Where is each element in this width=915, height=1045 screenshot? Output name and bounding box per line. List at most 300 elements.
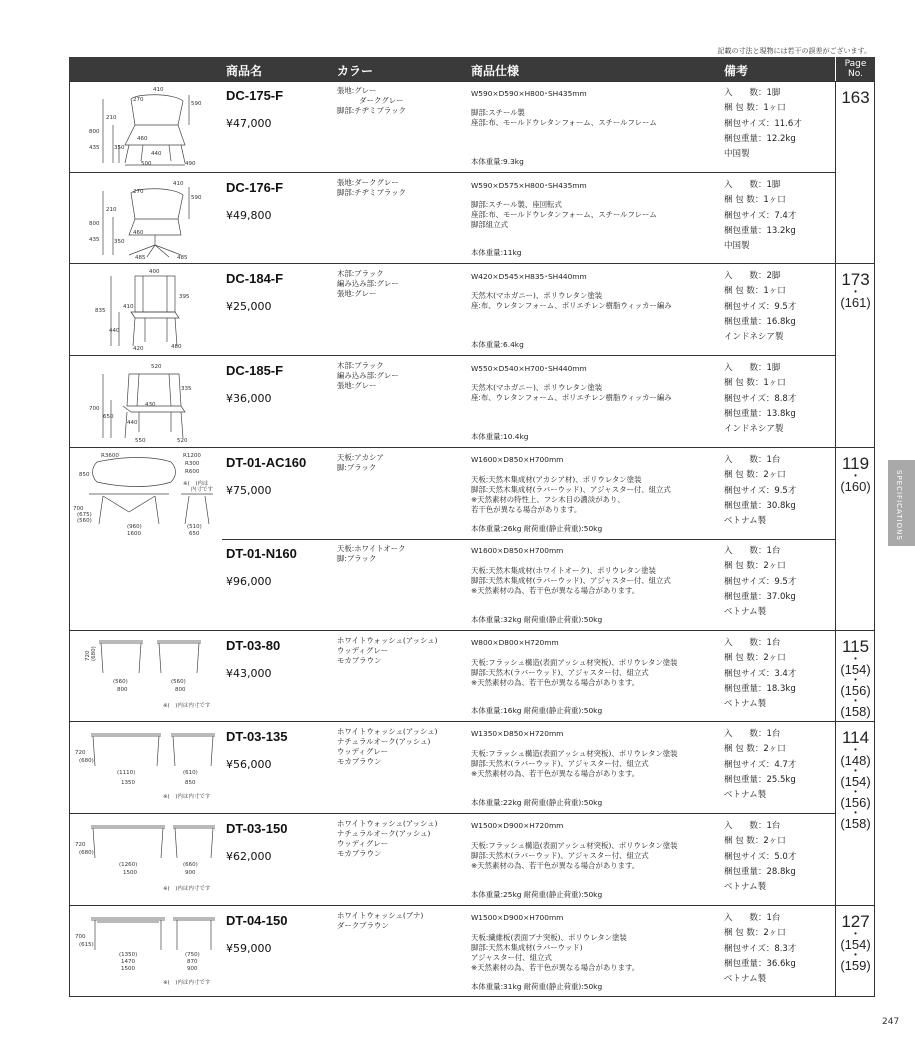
dim-label: (560)	[77, 518, 92, 524]
spec-line: ※天然素材の特性上、フシ木目の濃淡があり、	[471, 495, 625, 504]
spec-line: 座:布、ウレタンフォーム、ポリエチレン樹脂ウィッカー編み	[471, 301, 672, 310]
page-divider	[835, 263, 875, 264]
product-colors	[337, 819, 438, 859]
spec-line: 脚部組立式	[471, 220, 508, 229]
remark-line: 梱包重量：13.8kg	[724, 408, 796, 419]
color-line: ホワイトウォッシュ(ブナ)	[337, 911, 424, 920]
remark-line: ベトナム製	[724, 607, 767, 618]
specifications-tab[interactable]: SPECIFICATIONS	[888, 460, 915, 546]
product-name: DT-03-150	[226, 821, 288, 836]
dim-label: 410	[153, 87, 164, 93]
remark-line: 梱包サイズ：9.5才	[724, 301, 797, 312]
product-spec	[471, 291, 672, 311]
dim-label: 800	[89, 221, 100, 227]
remark-line: 梱 包 数：2ヶ口	[724, 836, 786, 847]
table-row	[69, 81, 835, 172]
page-divider	[835, 721, 875, 722]
spec-line: ※天然素材の為、若干色が異なる場合があります。	[471, 586, 640, 595]
dim-label: 720	[75, 842, 86, 848]
dot-icon: •	[854, 808, 857, 817]
table-row	[69, 539, 835, 630]
dim-label: (960)	[127, 524, 142, 530]
dim-label: 210	[106, 207, 117, 213]
spec-line: 脚部:天然木(ラバーウッド)、アジャスター付、組立式	[471, 851, 649, 860]
spec-line: 座:布、ウレタンフォーム、ポリエチレン樹脂ウィッカー編み	[471, 393, 672, 402]
header-page-no: Page No.	[835, 57, 875, 81]
remark-line: 梱包サイズ：7.4才	[724, 210, 797, 221]
dim-label: 内寸です	[191, 487, 214, 493]
product-weight: 本体重量:32kg 耐荷重(静止荷重):50kg	[471, 615, 603, 624]
dim-label: 460	[133, 230, 144, 236]
product-weight: 本体重量:11kg	[471, 248, 522, 257]
product-colors	[337, 911, 423, 931]
spec-line: 天板:天然木集成材(アカシア材)、ポリウレタン塗装	[471, 475, 642, 484]
dim-label: (680)	[79, 850, 94, 856]
spec-line: 脚部:天然木集成材(ラバーウッド)	[471, 943, 583, 952]
color-line: ダークブラウン	[337, 921, 389, 930]
product-spec	[471, 658, 678, 688]
page-divider	[835, 630, 875, 631]
color-line: モカブラウン	[337, 656, 382, 665]
page-ref-sub: (148)	[840, 753, 871, 768]
remark-line: 梱 包 数：1ヶ口	[724, 103, 786, 114]
dim-label: ※( )内は内寸です	[163, 703, 211, 709]
color-line: モカブラウン	[337, 849, 382, 858]
remark-line: 梱 包 数：1ヶ口	[724, 378, 786, 389]
page-divider	[835, 905, 875, 906]
dot-icon: •	[854, 787, 857, 796]
product-name: DT-04-150	[226, 913, 288, 928]
product-weight: 本体重量:6.4kg	[471, 340, 524, 349]
page-ref-main: 173	[841, 270, 870, 289]
spec-line: アジャスター付、組立式	[471, 953, 552, 962]
dim-label: (610)	[183, 770, 198, 776]
dim-label: 350	[114, 145, 125, 151]
dim-label: 350	[114, 239, 125, 245]
page-ref-sub: (156)	[840, 795, 871, 810]
spec-line: 脚部:スチール製	[471, 108, 525, 117]
spec-line: 若干色が異なる場合があります。	[471, 505, 582, 514]
product-drawing	[73, 85, 219, 173]
dim-label: 1500	[121, 966, 135, 972]
dim-label: 650	[103, 414, 114, 420]
product-weight: 本体重量:10.4kg	[471, 432, 529, 441]
product-colors	[337, 453, 384, 473]
dot-icon: •	[854, 766, 857, 775]
dim-label: (675)	[77, 512, 92, 518]
dot-icon: •	[854, 675, 857, 684]
dim-label: 1470	[121, 959, 135, 965]
dim-label: (510)	[187, 524, 202, 530]
page-column-divider	[835, 81, 836, 997]
spec-line: 座部:布、モールドウレタンフォーム、スチールフレーム	[471, 118, 657, 127]
color-line: 木部:ブラック	[337, 361, 384, 370]
remark-line: ベトナム製	[724, 699, 767, 710]
page-ref-sub: (161)	[840, 295, 871, 310]
remark-line: 梱包重量：28.8kg	[724, 866, 796, 877]
color-line: 張地:ダークグレー	[337, 178, 399, 187]
product-weight: 本体重量:16kg 耐荷重(静止荷重):50kg	[471, 706, 603, 715]
remark-line: 梱 包 数：2ヶ口	[724, 928, 786, 939]
product-drawing	[73, 910, 219, 994]
color-line: モカブラウン	[337, 757, 382, 766]
spec-line: 天然木(マホガニー)、ポリウレタン塗装	[471, 291, 603, 300]
product-dimensions: W1600×D850×H700mm	[471, 546, 564, 555]
product-price: ¥75,000	[226, 484, 272, 497]
color-line: ナチュラルオーク(アッシュ)	[337, 737, 431, 746]
product-colors	[337, 86, 406, 116]
dim-label: 435	[89, 237, 100, 243]
dim-label: (560)	[171, 679, 186, 685]
spec-line: ※天然素材の為、若干色が異なる場合があります。	[471, 769, 640, 778]
remark-line: 入 数：1台	[724, 455, 781, 465]
product-remarks	[724, 911, 796, 987]
dim-label: ※( )内は内寸です	[163, 794, 211, 800]
page-ref-sub: (154)	[840, 662, 871, 677]
color-line: 脚部:チヂミブラック	[337, 188, 406, 197]
product-spec	[471, 108, 657, 128]
dim-label: 870	[187, 959, 198, 965]
page-ref-main: 127	[841, 912, 870, 931]
remark-line: 梱包サイズ：8.8才	[724, 393, 797, 404]
remark-line: インドネシア製	[724, 332, 784, 343]
dim-label: 485	[135, 255, 146, 261]
product-dimensions: W1500×D900×H720mm	[471, 821, 564, 830]
product-spec	[471, 200, 657, 230]
page-ref-sub: (160)	[840, 479, 871, 494]
product-drawing	[73, 360, 219, 448]
product-remarks	[724, 636, 796, 712]
dim-label: (750)	[185, 952, 200, 958]
dim-label: 900	[187, 966, 198, 972]
dim-label: 1500	[123, 870, 137, 876]
header-remarks: 備考	[724, 64, 749, 78]
page-refs	[836, 913, 875, 973]
color-line: 張地:グレー	[337, 289, 377, 298]
product-drawing	[73, 726, 219, 810]
table-row	[69, 721, 835, 813]
product-name: DT-03-80	[226, 638, 281, 653]
color-line: ウッディグレー	[337, 646, 388, 655]
product-remarks	[724, 361, 796, 437]
dim-label: 590	[191, 101, 202, 107]
product-colors	[337, 269, 399, 299]
dim-label: (1350)	[119, 952, 138, 958]
dim-label: R1200	[183, 453, 201, 459]
dim-label: (680)	[91, 646, 97, 661]
dim-label: 835	[95, 308, 106, 314]
dim-label: 800	[175, 687, 186, 693]
dim-label: 720	[85, 650, 91, 661]
product-remarks	[724, 269, 796, 345]
page-ref-main: 119	[841, 454, 870, 473]
remark-line: 入 数：1台	[724, 821, 781, 831]
remark-line: 梱包サイズ：11.6才	[724, 118, 802, 129]
remark-line: 梱包重量：16.8kg	[724, 316, 796, 327]
product-price: ¥25,000	[226, 300, 272, 313]
page-ref-main: 114	[841, 728, 870, 747]
color-line: 天板:アカシア	[337, 453, 384, 462]
header-name: 商品名	[226, 64, 263, 78]
remark-line: 入 数：1台	[724, 546, 781, 556]
product-price: ¥62,000	[226, 850, 272, 863]
dim-label: 490	[185, 161, 196, 167]
table-row	[69, 630, 835, 721]
product-drawing	[73, 635, 219, 719]
color-line: ホワイトウォッシュ(アッシュ)	[337, 727, 438, 736]
product-weight: 本体重量:9.3kg	[471, 157, 524, 166]
product-name: DC-184-F	[226, 271, 284, 286]
dot-icon: •	[854, 950, 857, 959]
dim-label: 800	[117, 687, 128, 693]
product-remarks	[724, 819, 796, 895]
table-row	[69, 447, 835, 539]
product-colors	[337, 361, 399, 391]
product-spec	[471, 383, 672, 403]
page-ref-main: 115	[841, 637, 870, 656]
dim-label: 900	[185, 870, 196, 876]
page-divider	[835, 447, 875, 448]
color-line: ナチュラルオーク(アッシュ)	[337, 829, 431, 838]
color-line: ウッディグレー	[337, 839, 388, 848]
dim-label: 1350	[121, 780, 135, 786]
product-price: ¥47,000	[226, 117, 272, 130]
product-price: ¥59,000	[226, 942, 272, 955]
remark-line: 梱包サイズ：8.3才	[724, 943, 797, 954]
dim-label: 700	[73, 506, 84, 512]
product-spec	[471, 841, 678, 871]
dim-label: 850	[79, 472, 90, 478]
color-line: 脚部:チヂミブラック	[337, 106, 406, 115]
remark-line: 梱包重量：13.2kg	[724, 225, 796, 236]
product-spec	[471, 475, 671, 515]
spec-line: 脚部:天然木(ラバーウッド)、アジャスター付、組立式	[471, 668, 649, 677]
page-ref-sub: (159)	[840, 958, 871, 973]
dim-label: 720	[75, 750, 86, 756]
dim-label: 270	[133, 97, 144, 103]
product-dimensions: W1600×D850×H700mm	[471, 455, 564, 464]
remark-line: 中国製	[724, 149, 750, 160]
spec-line: 天板:繊維板(表面ブナ突板)、ポリウレタン塗装	[471, 933, 627, 942]
spec-line: 脚部:天然木集成材(ラバーウッド)、アジャスター付、組立式	[471, 576, 671, 585]
product-dimensions: W590×D590×H800･SH435mm	[471, 89, 587, 98]
dim-label: 400	[149, 269, 160, 275]
page-refs	[836, 638, 875, 719]
remark-line: 入 数：1台	[724, 729, 781, 739]
dim-label: (1260)	[119, 862, 138, 868]
spec-line: 天然木(マホガニー)、ポリウレタン塗装	[471, 383, 603, 392]
spec-line: 天板:フラッシュ構造(表面アッシュ材突板)、ポリウレタン塗装	[471, 749, 678, 758]
remark-line: 梱包サイズ：4.7才	[724, 759, 797, 770]
product-price: ¥36,000	[226, 392, 272, 405]
product-dimensions: W420×D545×H835･SH440mm	[471, 272, 587, 281]
spec-line: 天板:フラッシュ構造(表面アッシュ材突板)、ポリウレタン塗装	[471, 658, 678, 667]
product-weight: 本体重量:31kg 耐荷重(静止荷重):50kg	[471, 982, 603, 991]
remark-line: 梱 包 数：2ヶ口	[724, 744, 786, 755]
dim-label: 410	[173, 181, 184, 187]
color-line: ダークグレー	[337, 96, 404, 105]
product-drawing	[73, 452, 219, 542]
page-refs	[836, 455, 875, 494]
dim-label: 435	[89, 145, 100, 151]
page-refs	[836, 89, 875, 107]
dim-label: 430	[145, 402, 156, 408]
remark-line: インドネシア製	[724, 424, 784, 435]
product-name: DT-03-135	[226, 729, 288, 744]
spec-line: 脚部:天然木(ラバーウッド)、アジャスター付、組立式	[471, 759, 649, 768]
table-row	[69, 813, 835, 905]
product-price: ¥56,000	[226, 758, 272, 771]
color-line: ホワイトウォッシュ(アッシュ)	[337, 819, 438, 828]
product-colors	[337, 636, 438, 666]
page-ref-sub: (158)	[840, 816, 871, 831]
remark-line: 入 数：1脚	[724, 363, 781, 373]
dim-label: (560)	[113, 679, 128, 685]
dot-icon: •	[854, 654, 857, 663]
remark-line: ベトナム製	[724, 516, 767, 527]
dim-label: (615)	[79, 942, 94, 948]
spec-line: 脚部:天然木集成材(ラバーウッド)、アジャスター付、組立式	[471, 485, 671, 494]
product-remarks	[724, 544, 796, 620]
dot-icon: •	[854, 929, 857, 938]
table-row	[69, 172, 835, 263]
color-line: 天板:ホワイトオーク	[337, 544, 406, 553]
remark-line: 梱包重量：30.8kg	[724, 500, 796, 511]
dot-icon: •	[854, 696, 857, 705]
dim-label: 650	[189, 531, 200, 537]
product-colors	[337, 178, 406, 198]
product-name: DC-176-F	[226, 180, 284, 195]
dim-label: 850	[185, 780, 196, 786]
product-name: DC-185-F	[226, 363, 284, 378]
dim-label: ※( )内は	[183, 481, 209, 487]
row-divider	[222, 539, 835, 540]
dim-label: 550	[135, 438, 146, 444]
dim-label: 590	[191, 195, 202, 201]
remark-line: 梱包サイズ：9.5才	[724, 485, 797, 496]
remark-line: 入 数：1脚	[724, 180, 781, 190]
remark-line: 梱 包 数：2ヶ口	[724, 561, 786, 572]
dim-label: 210	[106, 115, 117, 121]
table-header	[69, 57, 835, 81]
product-spec	[471, 749, 678, 779]
remark-line: 入 数：1台	[724, 913, 781, 923]
spec-line: ※天然素材の為、若干色が異なる場合があります。	[471, 963, 640, 972]
product-remarks	[724, 453, 796, 529]
dim-label: ※( )内は内寸です	[163, 886, 211, 892]
product-weight: 本体重量:25kg 耐荷重(静止荷重):50kg	[471, 890, 603, 899]
product-colors	[337, 727, 438, 767]
product-weight: 本体重量:22kg 耐荷重(静止荷重):50kg	[471, 798, 603, 807]
product-drawing	[73, 177, 219, 265]
page-refs	[836, 271, 875, 310]
product-remarks	[724, 178, 796, 254]
color-line: 木部:ブラック	[337, 269, 384, 278]
dimension-note: 記載の寸法と現物には若干の誤差がございます。	[717, 47, 871, 55]
remark-line: 梱包サイズ：9.5才	[724, 576, 797, 587]
product-colors	[337, 544, 406, 564]
dim-label: 440	[109, 328, 120, 334]
dim-label: 440	[151, 151, 162, 157]
dim-label: 800	[89, 129, 100, 135]
product-name: DC-175-F	[226, 88, 284, 103]
color-line: 編み込み部:グレー	[337, 279, 399, 288]
header-spec: 商品仕様	[471, 64, 520, 78]
dim-label: 700	[89, 406, 100, 412]
dim-label: 460	[137, 136, 148, 142]
remark-line: 梱包重量：12.2kg	[724, 133, 796, 144]
remark-line: 中国製	[724, 241, 750, 252]
dim-label: (680)	[79, 758, 94, 764]
remark-line: 梱 包 数：2ヶ口	[724, 470, 786, 481]
product-spec	[471, 566, 671, 596]
product-price: ¥96,000	[226, 575, 272, 588]
page-ref-main: 163	[841, 88, 870, 107]
dot-icon: •	[854, 745, 857, 754]
table-row	[69, 355, 835, 447]
product-dimensions: W1350×D850×H720mm	[471, 729, 564, 738]
product-price: ¥43,000	[226, 667, 272, 680]
dim-label: 700	[75, 934, 86, 940]
remark-line: 梱包サイズ：5.0才	[724, 851, 797, 862]
product-dimensions: W800×D800×H720mm	[471, 638, 559, 647]
color-line: 脚:ブラック	[337, 554, 377, 563]
table-row	[69, 263, 835, 355]
spec-line: ※天然素材の為、若干色が異なる場合があります。	[471, 861, 640, 870]
product-drawing	[73, 818, 219, 902]
remark-line: ベトナム製	[724, 882, 767, 893]
page-ref-sub: (156)	[840, 683, 871, 698]
remark-line: 梱 包 数：1ヶ口	[724, 195, 786, 206]
product-price: ¥49,800	[226, 209, 272, 222]
dim-label: R600	[185, 469, 200, 475]
remark-line: 梱包重量：36.6kg	[724, 958, 796, 969]
dim-label: (660)	[183, 862, 198, 868]
dim-label: 1600	[127, 531, 141, 537]
remark-line: 入 数：1脚	[724, 88, 781, 98]
product-remarks	[724, 86, 802, 162]
page-ref-sub: (154)	[840, 937, 871, 952]
dim-label: ※( )内は内寸です	[163, 980, 211, 986]
dot-icon: •	[854, 471, 857, 480]
remark-line: ベトナム製	[724, 790, 767, 801]
dim-label: R3600	[101, 453, 119, 459]
remark-line: 入 数：1台	[724, 638, 781, 648]
page-refs	[836, 729, 875, 831]
page-ref-sub: (158)	[840, 704, 871, 719]
dim-label: (1110)	[117, 770, 136, 776]
remark-line: 梱包重量：37.0kg	[724, 591, 796, 602]
color-line: 脚:ブラック	[337, 463, 377, 472]
dim-label: 480	[171, 344, 182, 350]
spec-line: 座部:布、モールドウレタンフォーム、スチールフレーム	[471, 210, 657, 219]
remark-line: 梱包サイズ：3.4才	[724, 668, 797, 679]
spec-line: 天板:天然木集成材(ホワイトオーク)、ポリウレタン塗装	[471, 566, 656, 575]
product-weight: 本体重量:26kg 耐荷重(静止荷重):50kg	[471, 524, 603, 533]
color-line: 張地:グレー	[337, 381, 377, 390]
product-name: DT-01-N160	[226, 546, 297, 561]
page-number: 247	[882, 1017, 900, 1027]
product-remarks	[724, 727, 796, 803]
dim-label: 270	[133, 189, 144, 195]
product-dimensions: W590×D575×H800･SH435mm	[471, 181, 587, 190]
remark-line: 梱包重量：18.3kg	[724, 683, 796, 694]
remark-line: 梱包重量：25.5kg	[724, 774, 796, 785]
color-line: ウッディグレー	[337, 747, 388, 756]
dim-label: 520	[177, 438, 188, 444]
dim-label: 500	[141, 161, 152, 167]
dim-label: 395	[179, 294, 190, 300]
